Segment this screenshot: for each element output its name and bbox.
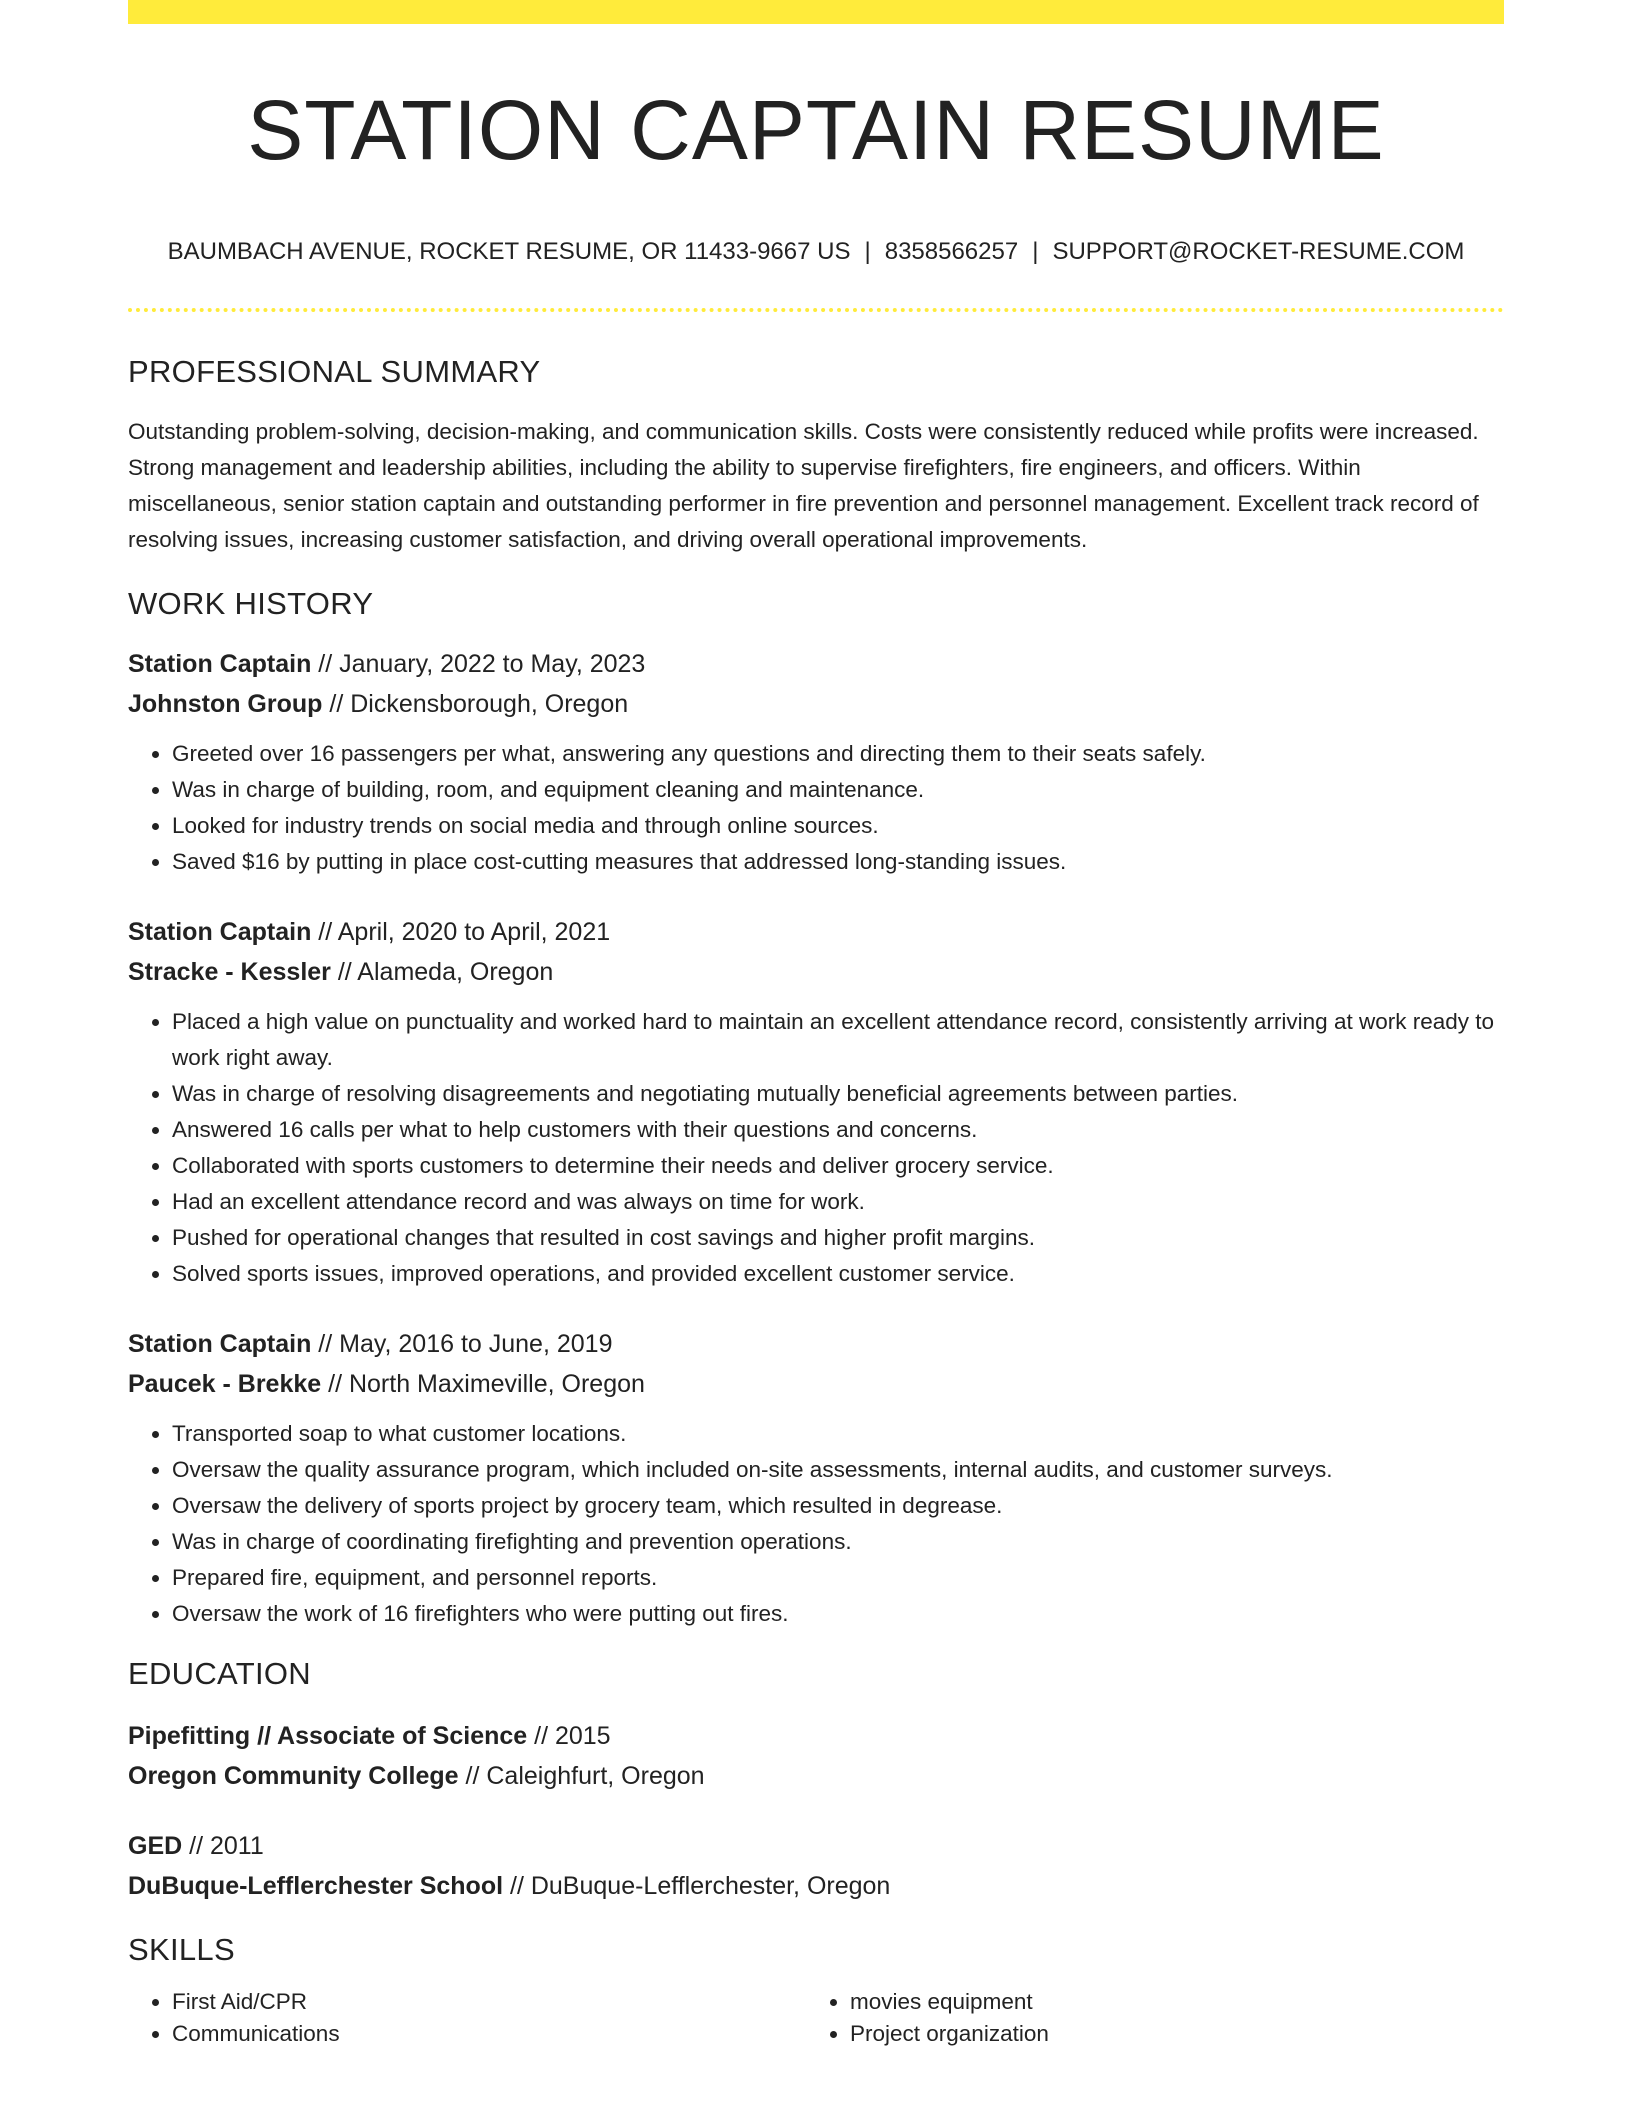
education-degree-line: [128, 1716, 1504, 1756]
job-bullets: [128, 1004, 1504, 1292]
summary-text: Outstanding problem-solving, decision-making, and communication skills. Costs were consistently reduced while profits were increased. Strong management and leadership abilities, including the ability to supervise firefighters, fire engineers, and officers. Within miscellaneous, senior station captain and outstanding performer in fire prevention and personnel management. Excellent track record of resolving issues, increasing customer satisfaction, and driving overall operational improvements.: [128, 419, 1479, 552]
education-degree: GED: [128, 1832, 183, 1860]
contact-address: BAUMBACH AVENUE, ROCKET RESUME, OR 11433-9667 US: [167, 238, 851, 265]
skill-item: • Communications: [172, 2018, 806, 2050]
skills-grid: [128, 1986, 1504, 2050]
job-bullet: • Looked for industry trends on social media and through online sources.: [172, 808, 1504, 844]
education-school-line: [128, 1756, 1504, 1796]
job-location: // Dickensborough, Oregon: [322, 690, 629, 718]
education-entry: [128, 1716, 1504, 1796]
resume-title: STATION CAPTAIN RESUME: [247, 83, 1385, 177]
job-entry: [128, 1324, 1504, 1632]
education-school: DuBuque-Lefflerchester School: [128, 1872, 504, 1900]
job-bullet: • Placed a high value on punctuality and worked hard to maintain an excellent attendance record, consistently arriving at work ready to work right away.: [172, 1004, 1504, 1076]
contact-separator: |: [864, 238, 871, 265]
job-bullet: • Oversaw the work of 16 firefighters who were putting out fires.: [172, 1596, 1504, 1632]
skill-item: • movies equipment: [850, 1986, 1484, 2018]
job-bullet: • Was in charge of building, room, and equipment cleaning and maintenance.: [172, 772, 1504, 808]
education-degree: Pipefitting // Associate of Science: [128, 1722, 528, 1750]
education-location: // Caleighfurt, Oregon: [458, 1762, 705, 1790]
education-entry: [128, 1826, 1504, 1906]
education-degree-line: [128, 1826, 1504, 1866]
job-bullet: • Collaborated with sports customers to determine their needs and deliver grocery service.: [172, 1148, 1504, 1184]
resume-page: [128, 0, 1504, 2050]
job-bullet: • Had an excellent attendance record and was always on time for work.: [172, 1184, 1504, 1220]
education-year: // 2011: [182, 1832, 264, 1860]
job-bullet: • Was in charge of resolving disagreements and negotiating mutually beneficial agreements between parties.: [172, 1076, 1504, 1112]
education-school: Oregon Community College: [128, 1762, 459, 1790]
job-company-line: [128, 1364, 1504, 1404]
job-bullet: • Saved $16 by putting in place cost-cutting measures that addressed long-standing issues.: [172, 844, 1504, 880]
job-title: Station Captain: [128, 918, 312, 946]
job-bullet: • Answered 16 calls per what to help customers with their questions and concerns.: [172, 1112, 1504, 1148]
job-company: Paucek - Brekke: [128, 1370, 322, 1398]
job-bullets: [128, 736, 1504, 880]
job-bullets: [128, 1416, 1504, 1632]
job-company-line: [128, 952, 1504, 992]
education-location: // DuBuque-Lefflerchester, Oregon: [503, 1872, 891, 1900]
job-bullet: • Was in charge of coordinating firefighting and prevention operations.: [172, 1524, 1504, 1560]
job-title: Station Captain: [128, 1330, 312, 1358]
contact-phone: 8358566257: [884, 238, 1019, 265]
education-school-line: [128, 1866, 1504, 1906]
job-location: // Alameda, Oregon: [330, 958, 554, 986]
section-heading-work-history: WORK HISTORY: [128, 586, 374, 621]
job-bullet: • Oversaw the quality assurance program, which included on-site assessments, internal audits, and customer surveys.: [172, 1452, 1504, 1488]
dotted-divider: [128, 308, 1504, 312]
job-company: Stracke - Kessler: [128, 958, 331, 986]
section-heading-summary: PROFESSIONAL SUMMARY: [128, 354, 541, 389]
job-bullet: • Pushed for operational changes that resulted in cost savings and higher profit margins.: [172, 1220, 1504, 1256]
job-company-line: [128, 684, 1504, 724]
job-title: Station Captain: [128, 650, 312, 678]
skills-column-left: [128, 1986, 806, 2050]
job-title-line: [128, 912, 1504, 952]
job-bullet: • Transported soap to what customer locations.: [172, 1416, 1504, 1452]
job-title-line: [128, 644, 1504, 684]
job-location: // North Maximeville, Oregon: [321, 1370, 645, 1398]
contact-separator: |: [1032, 238, 1039, 265]
job-title-line: [128, 1324, 1504, 1364]
section-heading-skills: SKILLS: [128, 1932, 235, 1967]
job-bullet: • Solved sports issues, improved operations, and provided excellent customer service.: [172, 1256, 1504, 1292]
job-entry: [128, 644, 1504, 880]
section-heading-education: EDUCATION: [128, 1656, 311, 1691]
job-bullet: • Oversaw the delivery of sports project by grocery team, which resulted in degrease.: [172, 1488, 1504, 1524]
contact-email: SUPPORT@ROCKET-RESUME.COM: [1052, 238, 1465, 265]
education-year: // 2015: [527, 1722, 611, 1750]
job-bullet: • Greeted over 16 passengers per what, answering any questions and directing them to their seats safely.: [172, 736, 1504, 772]
job-company: Johnston Group: [128, 690, 323, 718]
skill-item: • Project organization: [850, 2018, 1484, 2050]
job-dates: // January, 2022 to May, 2023: [311, 650, 646, 678]
skill-item: • First Aid/CPR: [172, 1986, 806, 2018]
job-entry: [128, 912, 1504, 1292]
job-bullet: • Prepared fire, equipment, and personnel reports.: [172, 1560, 1504, 1596]
job-dates: // April, 2020 to April, 2021: [311, 918, 611, 946]
contact-line: [128, 236, 1504, 268]
skills-column-right: [806, 1986, 1484, 2050]
job-dates: // May, 2016 to June, 2019: [311, 1330, 613, 1358]
